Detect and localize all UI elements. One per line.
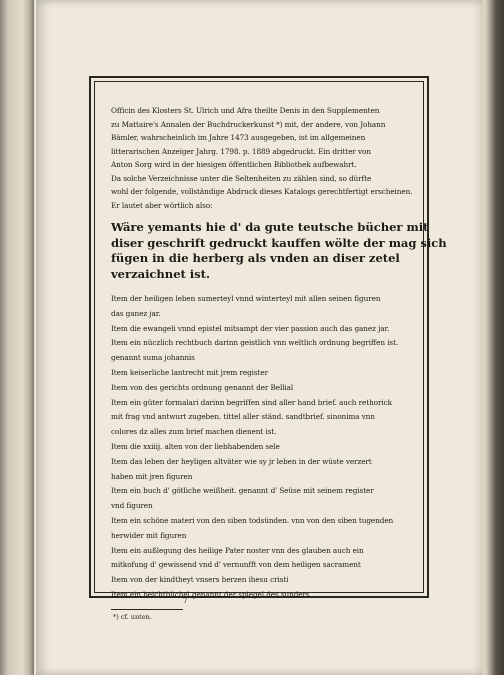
catalog-entry: Item von des gerichts ordnung genannt der Bellial bbox=[111, 382, 294, 392]
catalog-entry: Item ein nüczlich rechtbuch darinn geistlich vnn weltlich ordnung begriffen ist. bbox=[111, 338, 399, 348]
catalog-entry: Item das leben der heyligen altväter wie sy jr leben in der wüste verzert bbox=[111, 456, 372, 466]
intro-line: Bämler, wahrscheinlich im Jahre 1473 ausgegeben, ist im allgemeinen bbox=[111, 133, 366, 142]
catalog-entry: Item ein schöne materi von den siben todsünden. vnn von den siben tugenden bbox=[111, 515, 394, 525]
footnote: *) cf. unten. bbox=[113, 612, 152, 621]
catalog-entries bbox=[111, 292, 407, 603]
page-content bbox=[111, 104, 447, 622]
catalog-entry: mitkofung d' gewissend vnd d' vernunfft von dem heiligen sacrament bbox=[111, 560, 361, 570]
catalog-entry: Item ein außlegung des heilige Pater noster vnn des glauben auch ein bbox=[111, 545, 364, 555]
catalog-entry: Item die ewangeli vnnd epistel mitsampt der vier passion auch das ganez jar. bbox=[111, 323, 390, 333]
catalog-entry: vnd figuren bbox=[111, 501, 153, 511]
footnote-rule bbox=[111, 609, 183, 610]
catalog-entry: Item die xxiiij. alten von der liebhabenden sele bbox=[111, 441, 280, 451]
page bbox=[36, 0, 482, 675]
catalog-entry: herwider mit figuren bbox=[111, 530, 187, 540]
intro-line: Er lautet aber wörtlich also: bbox=[111, 200, 213, 210]
intro-line: Da solche Verzeichnisse unter die Seltenheiten zu zählen sind, so dürfte bbox=[111, 173, 372, 183]
intro-line: Officin des Klosters St. Ulrich und Afra theilte Denis in den Supplementen bbox=[111, 106, 380, 115]
catalog-entry: Item ein güter formalari darinn begriffen sind aller hand brief. auch rethorick bbox=[111, 397, 392, 407]
page-number: 7 bbox=[183, 597, 188, 605]
catalog-entry: colores dz alles zum brief machen dienent ist. bbox=[111, 427, 277, 437]
heading-line: fügen in die herberg als vnden an diser zetel bbox=[111, 251, 400, 265]
catalog-entry: haben mit jren figuren bbox=[111, 471, 193, 481]
intro-line: zu Mattaire's Annalen der Buchdruckerkunst *) mit, der andere, von Johann bbox=[111, 119, 386, 129]
catalog-entry: das ganez jar. bbox=[111, 308, 161, 318]
catalog-heading bbox=[111, 220, 447, 282]
catalog-entry: Item der heiligen leben sumerteyl vnnd winterteyl mit allen seinen figuren bbox=[111, 294, 381, 303]
intro-line: litterarischen Anzeiger Jahrg. 1798. p. 1889 abgedruckt. Ein dritter von bbox=[111, 146, 371, 156]
intro-line: Anton Sorg wird in der hiesigen öffentlichen Bibliothek aufbewahrt. bbox=[111, 160, 357, 169]
heading-line: Wäre yemants hie d' da gute teutsche bücher mit bbox=[111, 220, 429, 234]
left-page-edge bbox=[0, 0, 34, 675]
catalog-entry: genannt suma johannis bbox=[111, 353, 195, 363]
heading-line: verzaichnet ist. bbox=[111, 266, 210, 281]
catalog-entry: Item ein buch d' götliche weißheit. genannt d' Seüse mit seinem register bbox=[111, 486, 374, 496]
catalog-entry: Item keiserliche lantrecht mit jrem register bbox=[111, 367, 268, 377]
heading-line: diser geschrift gedruckt kauffen wölte der mag sich bbox=[111, 235, 447, 250]
catalog-entry: mit frag vnd antwurt zugeben. tittel aller ständ. sandtbrief. sinonima vnn bbox=[111, 412, 375, 422]
intro-line: wohl der folgende, vollständige Abdruck dieses Katalogs gerechtfertigt erscheinen. bbox=[111, 187, 413, 196]
page-frame bbox=[89, 76, 447, 621]
intro-paragraph bbox=[111, 104, 413, 212]
catalog-entry: Item ein beichtbüchel genannt der spiegel des sunders bbox=[111, 589, 310, 599]
catalog-entry: Item von der kindtheyt vnsers herzen ihesu cristi bbox=[111, 575, 289, 585]
